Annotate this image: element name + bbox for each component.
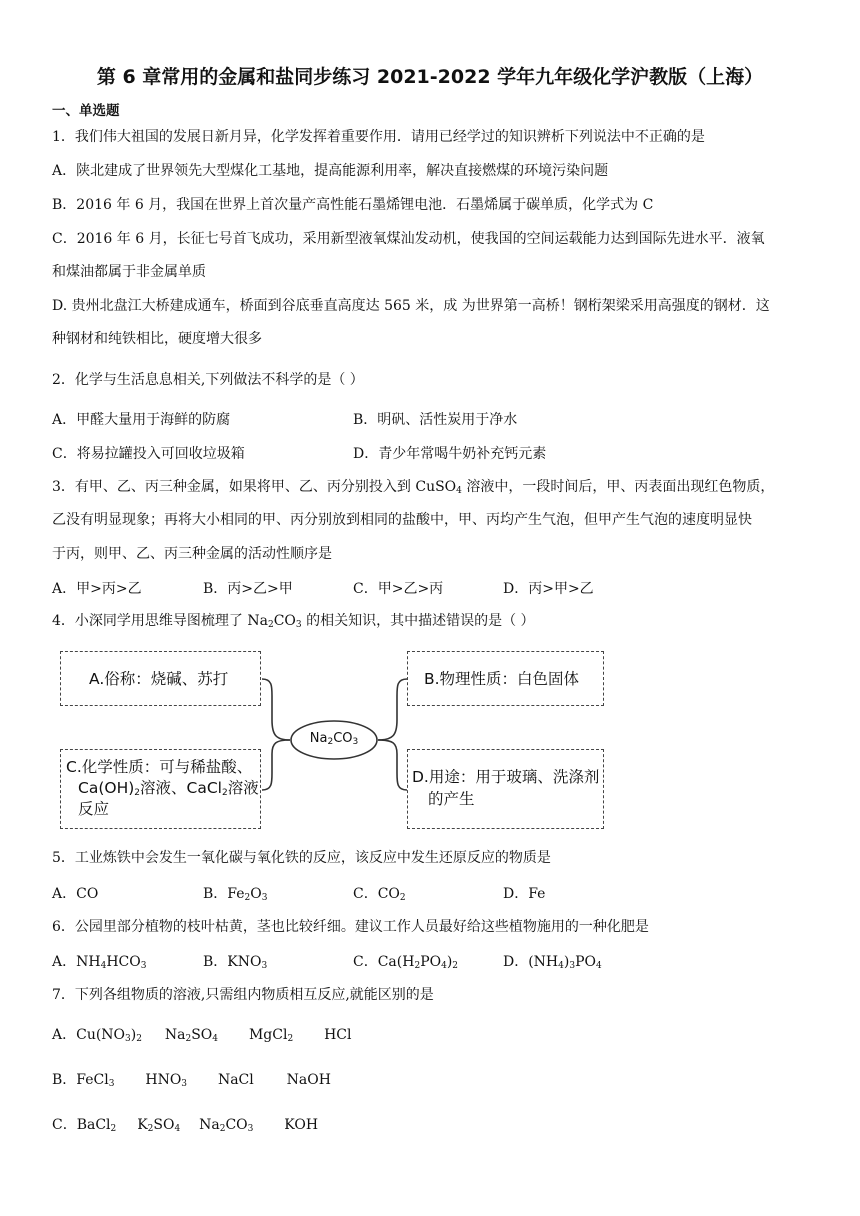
q2-option-c: C．将易拉罐投入可回收垃圾箱 [52,446,245,462]
section-label: 一、单选题 [52,103,120,119]
q6-stem: 6．公园里部分植物的枝叶枯黄，茎也比较纤细。建议工作人员最好给这些植物施用的一种化肥是 [52,919,649,935]
mind-map-box-b: B.物理性质：白色固体 [407,651,604,706]
q3-stem-line1: 3．有甲、乙、丙三种金属，如果将甲、乙、丙分别投入到 CuSO$_4$ 溶液中，一段时间后，甲、丙表面出现红色物质， [52,479,775,496]
q1-option-c-cont: 和煤油都属于非金属单质 [52,264,206,280]
q6-option-d: D．$(NH_4)_3PO_4$ [503,954,602,971]
page-title: 第 6 章常用的金属和盐同步练习 2021-2022 学年九年级化学沪教版（上海） [96,66,764,88]
q5-stem: 5．工业炼铁中会发生一氧化碳与氧化铁的反应，该反应中发生还原反应的物质是 [52,850,551,866]
q1-stem: 1．我们伟大祖国的发展日新月异，化学发挥着重要作用．请用已经学过的知识辨析下列说法中不正确的是 [52,129,705,145]
q3-option-b: B．丙>乙>甲 [203,581,293,597]
q1-option-d-cont: 种钢材和纯铁相比，硬度增大很多 [52,331,262,347]
q7-stem: 7．下列各组物质的溶液,只需组内物质相互反应,就能区别的是 [52,987,434,1003]
q4-stem: 4．小深同学用思维导图梳理了 $Na_2CO_3$ 的相关知识，其中描述错误的是（ ） [52,613,535,630]
q6-option-c: C．$Ca(H_2PO_4)_2$ [353,954,459,971]
q2-option-a: A．甲醛大量用于海鲜的防腐 [52,412,231,428]
q3-stem-line2: 乙没有明显现象；再将大小相同的甲、丙分别放到相同的盐酸中，甲、丙均产生气泡，但甲产生气泡的速度明显快 [52,512,752,528]
q5-option-c: C．$CO_2$ [353,886,406,903]
q1-option-d: D. 贵州北盘江大桥建成通车，桥面到谷底垂直高度达 565 米，成 为世界第一高桥！钢桁架梁采用高强度的钢材．这 [52,298,770,314]
q7-option-c: C．BaCl$_2$ $K_2SO_4$ $Na_2CO_3$ KOH [52,1117,319,1134]
q7-option-a: A．$Cu(NO_3)_2$ $Na_2SO_4$ MgCl$_2$ HCl [52,1027,352,1044]
mind-map-box-a: A.俗称：烧碱、苏打 [60,651,261,706]
q7-option-b: B．FeCl$_3$ $HNO_3$ NaCl NaOH [52,1072,331,1089]
q3-stem-line3: 于丙，则甲、乙、丙三种金属的活动性顺序是 [52,546,332,562]
q3-option-d: D．丙>甲>乙 [503,581,594,597]
q1-option-a: A．陕北建成了世界领先大型煤化工基地，提高能源利用率，解决直接燃煤的环境污染问题 [52,163,609,179]
q5-option-d: D．Fe [503,886,546,902]
q2-option-b: B．明矾、活性炭用于净水 [353,412,518,428]
q5-option-b: B．$Fe_2O_3$ [203,886,268,903]
q3-option-c: C．甲>乙>丙 [353,581,444,597]
q2-stem: 2．化学与生活息息相关,下列做法不科学的是（ ） [52,372,364,388]
q2-option-d: D．青少年常喝牛奶补充钙元素 [353,446,547,462]
center-node-label: $Na_2CO_3$ [309,731,359,747]
q6-option-a: A．$NH_4HCO_3$ [52,954,147,971]
q5-option-a: A．CO [52,886,99,902]
q6-option-b: B．$KNO_3$ [203,954,268,971]
mind-map-box-c: C.化学性质：可与稀盐酸、 $Ca(OH)_2$溶液、CaCl$_2$溶液 反应 [60,749,261,829]
q3-option-a: A．甲>丙>乙 [52,581,142,597]
q1-option-c: C．2016 年 6 月，长征七号首飞成功，采用新型液氧煤汕发动机，使我国的空间运载能力达到国际先进水平．液氧 [52,231,765,247]
q1-option-b: B．2016 年 6 月，我国在世界上首次量产高性能石墨烯锂电池．石墨烯属于碳单质，化学式为 C [52,197,654,213]
mind-map-box-d: D.用途：用于玻璃、洗涤剂 的产生 [407,749,604,829]
